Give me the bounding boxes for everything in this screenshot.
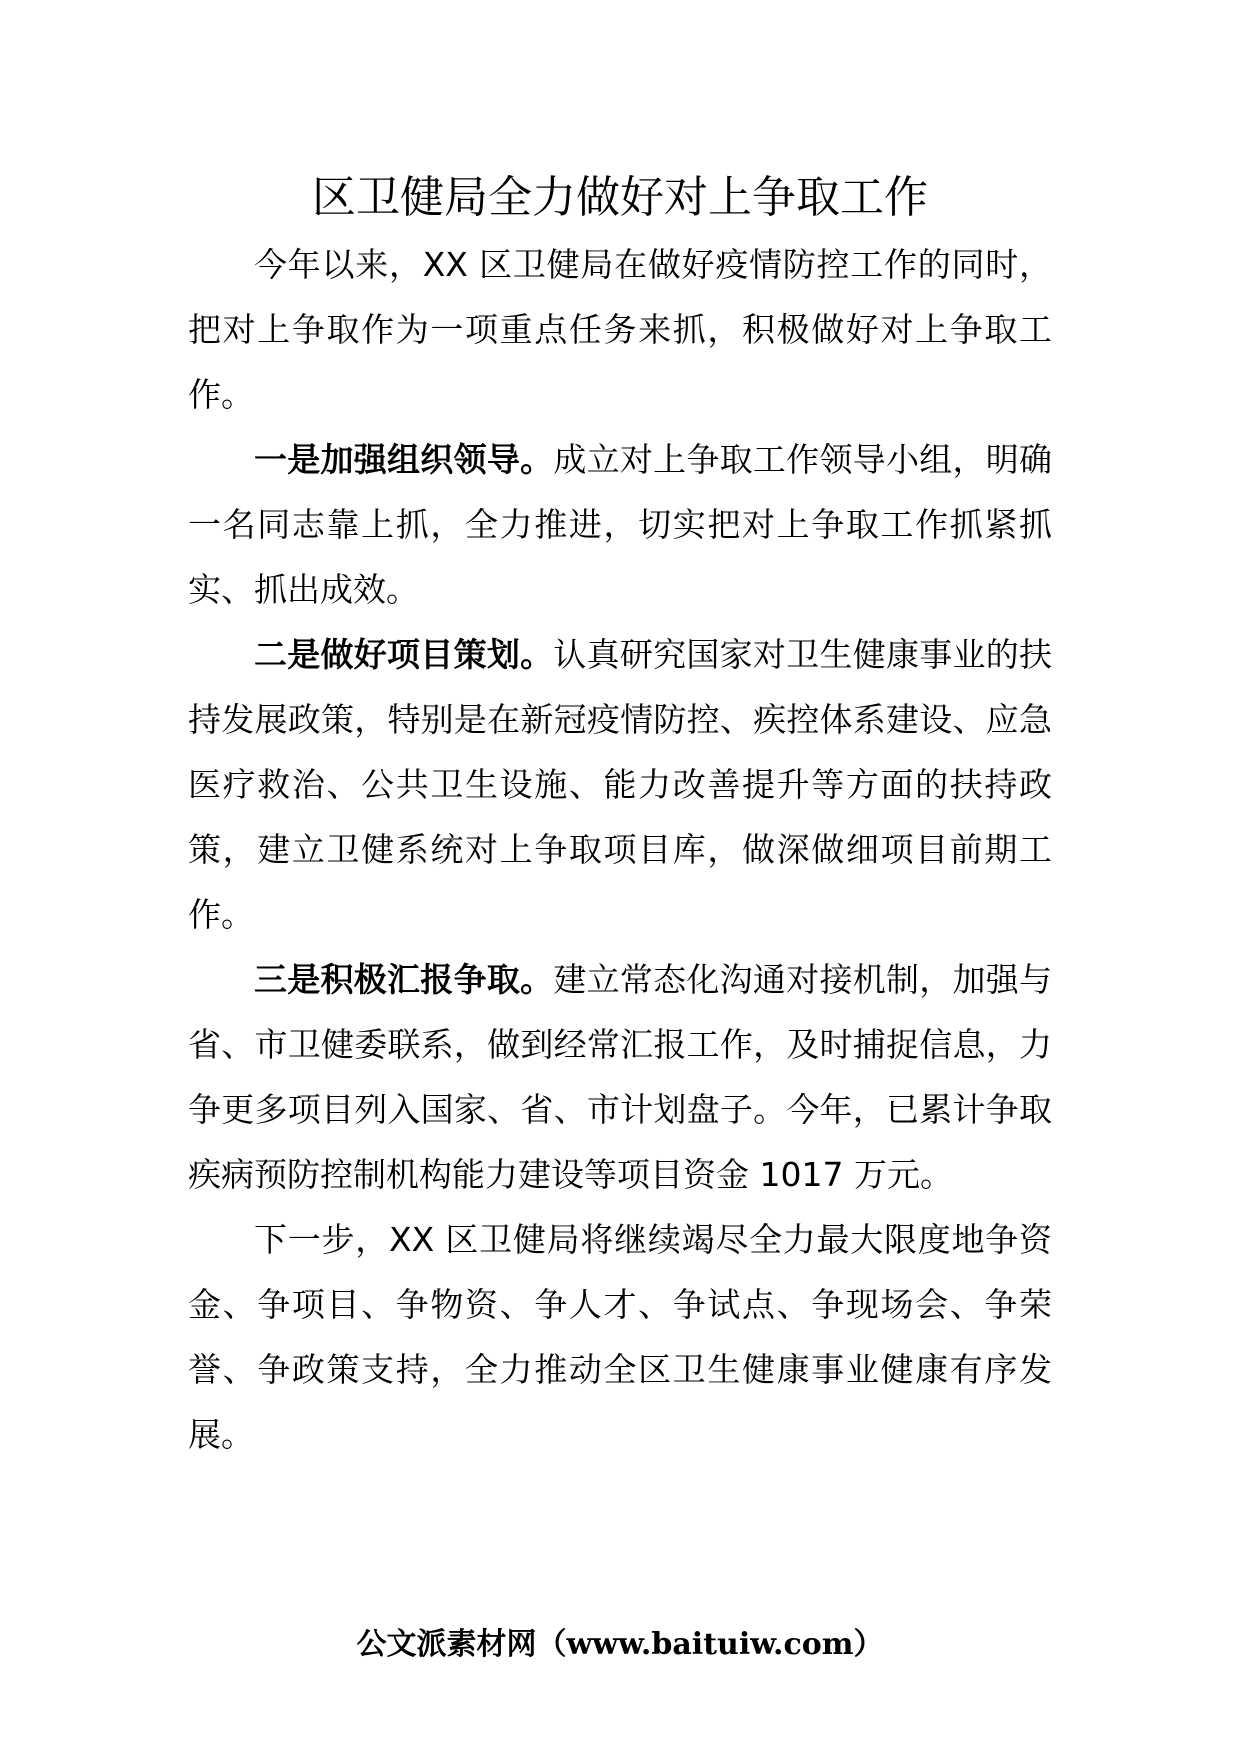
paragraph-text: 成立对上争取工作领导小组，明确一名同志靠上抓，全力推进，切实把对上争取工作抓紧抓实、抓出成效。 — [188, 440, 1053, 609]
paragraph-lead: 二是做好项目策划。 — [254, 635, 554, 674]
paragraph-next-steps — [188, 1207, 1052, 1467]
paragraph-reporting — [188, 947, 1052, 1207]
paragraph-lead: 三是积极汇报争取。 — [254, 960, 554, 999]
document-title: 区卫健局全力做好对上争取工作 — [312, 172, 928, 223]
paragraph-text: 下一步，XX 区卫健局将继续竭尽全力最大限度地争资金、争项目、争物资、争人才、争试点、争现场会、争荣誉、争政策支持，全力推动全区卫生健康事业健康有序发展。 — [188, 1220, 1052, 1454]
paragraph-intro — [188, 232, 1052, 427]
paragraph-text: 建立常态化沟通对接机制，加强与省、市卫健委联系，做到经常汇报工作，及时捕捉信息，力争更多项目列入国家、省、市计划盘子。今年，已累计争取疾病预防控制机构能力建设等项目资金 1017 万元。 — [188, 960, 1053, 1194]
document-body — [188, 232, 1052, 1467]
paragraph-text: 认真研究国家对卫生健康事业的扶持发展政策，特别是在新冠疫情防控、疾控体系建设、应急医疗救治、公共卫生设施、能力改善提升等方面的扶持政策，建立卫健系统对上争取项目库，做深做细项目前期工作。 — [188, 635, 1053, 934]
paragraph-planning — [188, 622, 1052, 947]
paragraph-lead: 一是加强组织领导。 — [254, 440, 554, 479]
footer-watermark: 公文派素材网（www.baituiw.com） — [356, 1627, 884, 1662]
paragraph-text: 今年以来，XX 区卫健局在做好疫情防控工作的同时，把对上争取作为一项重点任务来抓，积极做好对上争取工作。 — [188, 245, 1052, 414]
paragraph-organization — [188, 427, 1052, 622]
